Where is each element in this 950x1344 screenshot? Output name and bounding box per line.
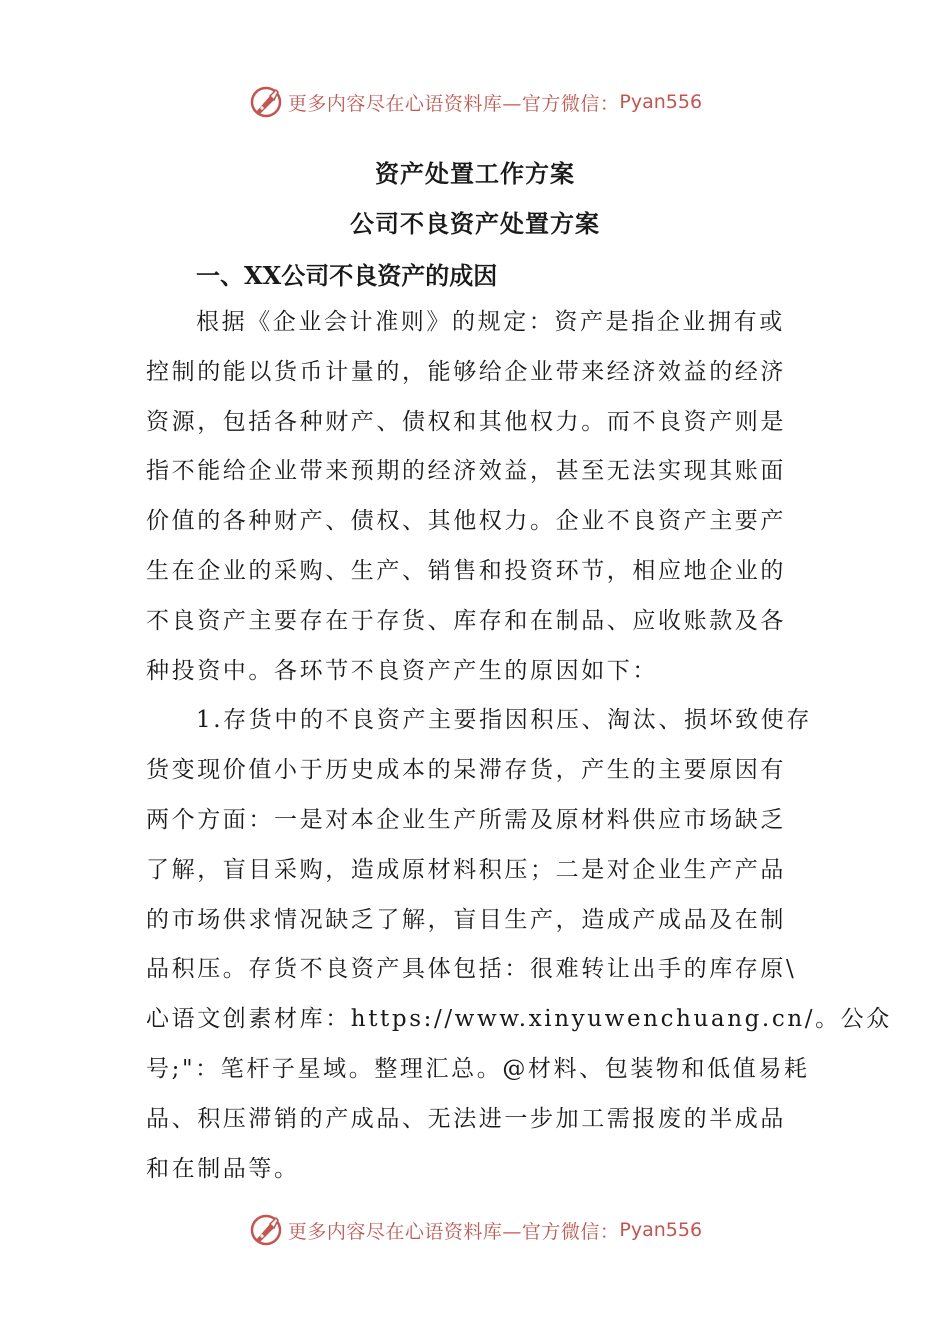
body-line: 价值的各种财产、债权、其他权力。企业不良资产主要产 [146, 508, 786, 535]
body-line: 了解，盲目采购，造成原材料积压；二是对企业生产产品 [146, 856, 786, 883]
body-line: 两个方面：一是对本企业生产所需及原材料供应市场缺乏 [146, 806, 786, 833]
document-subtitle: 公司不良资产处置方案 [350, 209, 600, 238]
body-line: 心语文创素材库：https://www.xinyuwenchuang.cn/。公众 [146, 1006, 892, 1033]
body-line: 根据《企业会计准则》的规定：资产是指企业拥有或 [196, 309, 785, 335]
body-line: 控制的能以货币计量的，能够给企业带来经济效益的经济 [146, 358, 786, 385]
footer-banner [0, 1208, 950, 1252]
body-line: 品积压。存货不良资产具体包括：很难转让出手的库存原\ [146, 956, 797, 983]
body-line: 资源，包括各种财产、债权和其他权力。而不良资产则是 [146, 408, 786, 435]
pen-nib-logo-icon [248, 1212, 284, 1248]
section-heading: 一、XX公司不良资产的成因 [196, 261, 498, 290]
body-line: 1.存货中的不良资产主要指因积压、淘汰、损坏致使存 [196, 707, 812, 734]
pen-nib-logo-icon [248, 84, 284, 120]
body-line: 号;"：笔杆子星域。整理汇总。@材料、包装物和低值易耗 [146, 1055, 810, 1082]
body-text [146, 298, 892, 1194]
banner-wechat-id: Pyan556 [619, 1219, 703, 1241]
body-line: 生在企业的采购、生产、销售和投资环节，相应地企业的 [146, 557, 786, 584]
body-line: 种投资中。各环节不良资产产生的原因如下： [146, 657, 658, 684]
header-banner [0, 80, 950, 124]
banner-text: 更多内容尽在心语资料库—官方微信： [287, 1220, 620, 1243]
body-line: 的市场供求情况缺乏了解，盲目生产，造成产成品及在制 [146, 906, 786, 933]
document-title: 资产处置工作方案 [375, 159, 575, 188]
body-line: 不良资产主要存在于存货、库存和在制品、应收账款及各 [146, 607, 786, 634]
body-line: 品、积压滞销的产成品、无法进一步加工需报废的半成品 [146, 1105, 786, 1132]
banner-text: 更多内容尽在心语资料库—官方微信： [287, 92, 620, 115]
body-line: 指不能给企业带来预期的经济效益，甚至无法实现其账面 [146, 458, 786, 485]
body-line: 和在制品等。 [146, 1155, 300, 1182]
body-line: 货变现价值小于历史成本的呆滞存货，产生的主要原因有 [146, 757, 786, 784]
banner-wechat-id: Pyan556 [619, 91, 703, 113]
